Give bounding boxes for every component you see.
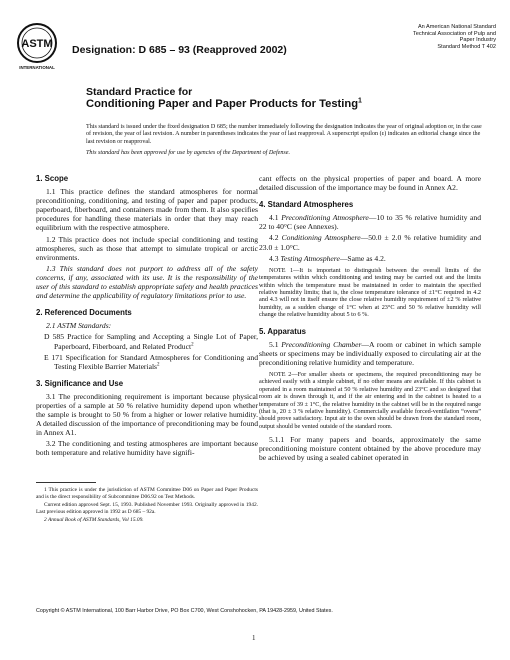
reference-text: D 585 Practice for Sampling and Accepting a Single Lot of Paper, Paperboard, Fiberboard, and Related Product [44,332,258,351]
document-title: Conditioning Paper and Paper Products for Testing [86,98,359,110]
section-heading: 1. Scope [36,174,69,183]
org-line: Technical Association of Pulp and [412,30,496,37]
reference-mark: 2 [191,341,194,347]
left-column [36,174,258,460]
clause-text: —50.0 ± 2.0 % relative humidity and 23.0 ± 1.0°C. [259,233,482,252]
paragraph: 3.2 The conditioning and testing atmospheres are important because both temperature and relative humidity have signifi- [36,439,258,458]
paragraph [259,213,481,231]
org-line: Standard Method T 402 [437,43,496,50]
paragraph: cant effects on the physical properties of paper and board. A more detailed discussion of the importance may be found in Annex A2. [259,174,481,193]
title-line-1: Standard Practice for [86,86,193,98]
svg-text:ASTM: ASTM [21,38,53,50]
page-number: 1 [252,634,256,642]
clause-number: 5.1 [269,339,279,349]
clause-number: 4.2 [269,233,279,243]
intro-paragraph: This standard is issued under the fixed designation D 685; the number immediately following the designation indicates the year of original adoption or, in the case of revision, the year of last revision. A number in parentheses indicates the year of last reapproval. A superscript epsilon (ε) indicates an editorial change since the last revision or reapproval. [86,124,482,145]
term: Preconditioning Atmosphere [281,213,369,223]
dod-approval: This standard has been approved for use by agencies of the Department of Defense. [86,150,290,157]
paragraph: 1.1 This practice defines the standard atmospheres for normal preconditioning, conditioning, and testing of paper and paper products, paperboard, fiberboard, and containers made from them. It also specifies procedures for handling these materials in order that they may reach equilibrium with the respective atmosphere. [36,187,258,233]
footnote-rule [36,482,96,483]
paragraph: 1.3 This standard does not purport to address all of the safety concerns, if any, associated with its use. It is the responsibility of the user of this standard to establish appropriate safety and health practices and determine the applicability of regulatory limitations prior to use. [36,263,258,301]
clause-number: 4.1 [269,213,279,223]
right-column [259,174,481,465]
reference-mark: 2 [157,362,160,368]
footnote: 1 This practice is under the jurisdiction of ASTM Committee D06 on Paper and Paper Products and is the direct responsibility of Subcommittee D06.92 on Test Methods. [36,487,258,500]
footnote: 2 Annual Book of ASTM Standards, Vol 15.09. [44,517,144,523]
astm-logo [14,22,60,74]
reference-item [36,332,258,350]
paragraph [259,233,481,251]
note: NOTE 1—It is important to distinguish between the overall limits of the temperatures within which conditioning and testing may be carried out and the limits within which the temperature must be maintained in order to maintain the specified relative humidity limits; that is, the close temperature tolerance of ±1°C required in 4.2 and 4.3 will not in itself ensure the close relative humidity requirement of ±2 % relative humidity, as a sudden change of 1°C when at 23°C and 50 % relative humidity will change the relative humidity about 5 to 6 %. [259,266,481,319]
term: Testing Atmosphere [280,253,340,263]
section-heading: 2. Referenced Documents [36,308,132,318]
logo-caption: INTERNATIONAL [19,65,55,70]
footnotes [36,482,258,526]
reference-item [36,353,258,371]
paragraph: 3.1 The preconditioning requirement is important because physical properties of a sample at 50 % relative humidity depend upon whether the sample is brought to 50 % from a higher or lower relative humidity. A detailed discussion of the importance of preconditioning may be found in Annex A1. [36,391,258,438]
title-line-2 [86,98,362,110]
clause-text: —Same as 4.2. [339,253,386,263]
paragraph [259,340,481,367]
reference-text: E 171 Specification for Standard Atmospheres for Conditioning and Testing Flexible Barrier Materials [44,352,258,371]
clause-number: 4.3 [269,253,279,263]
term: Conditioning Atmosphere [281,233,361,243]
section-heading: 4. Standard Atmospheres [259,200,354,210]
paragraph: 2.1 ASTM Standards: [46,321,112,331]
clause-text: —A room or cabinet in which sample sheets or specimens may be individually exposed to circulating air at the preconditioning relative humidity and temperature. [259,339,481,367]
paragraph: 5.1.1 For many papers and boards, approximately the same preconditioning moisture content obtained by the above procedure may be achieved by using a sealed cabinet operated in [259,435,481,463]
copyright: Copyright © ASTM International, 100 Barr Harbor Drive, PO Box C700, West Conshohocken, PA 19428-2959, United States. [36,608,333,614]
footnote: Current edition approved Sept. 15, 1993. Published November 1993. Originally approved in 1942. Last previous edition approved in 1992 as D 685 – 92a. [36,502,258,515]
term: Preconditioning Chamber [281,339,362,349]
paragraph: 1.2 This practice does not include special conditioning and testing atmospheres, such as those that attempt to simulate tropical or arctic environments. [36,234,258,262]
paragraph [259,254,481,263]
org-line: An American National Standard [417,24,496,30]
clause-text: —10 to 35 % relative humidity and 22 to 40°C (see Annexes). [259,213,482,232]
org-line: Paper Industry [459,37,496,44]
designation: Designation: D 685 – 93 (Reapproved 2002) [72,44,287,56]
section-heading: 3. Significance and Use [36,378,124,388]
note: NOTE 2—For smaller sheets or specimens, the required preconditioning may be achieved easily with a simple cabinet, if no other means are available. If this cabinet is operated in a room maintained at 50 % relative humidity and 23°C and so designed that room air is drawn through it, and if the air entering and in the cabinet is heated to a temperature of 39 ± 1°C, the relative humidity in the cabinet will be in the required range (that is, 20 ± 3 % relative humidity). Commercially available forced-ventilation “ovens” should prove satisfactory. Input air to the oven should be drawn from the standard room, output should be vented outside of the standard room. [259,370,481,430]
org-block [336,24,496,50]
intro-block [86,124,486,162]
section-heading: 5. Apparatus [259,326,306,336]
title-footnote-mark: 1 [358,97,362,105]
